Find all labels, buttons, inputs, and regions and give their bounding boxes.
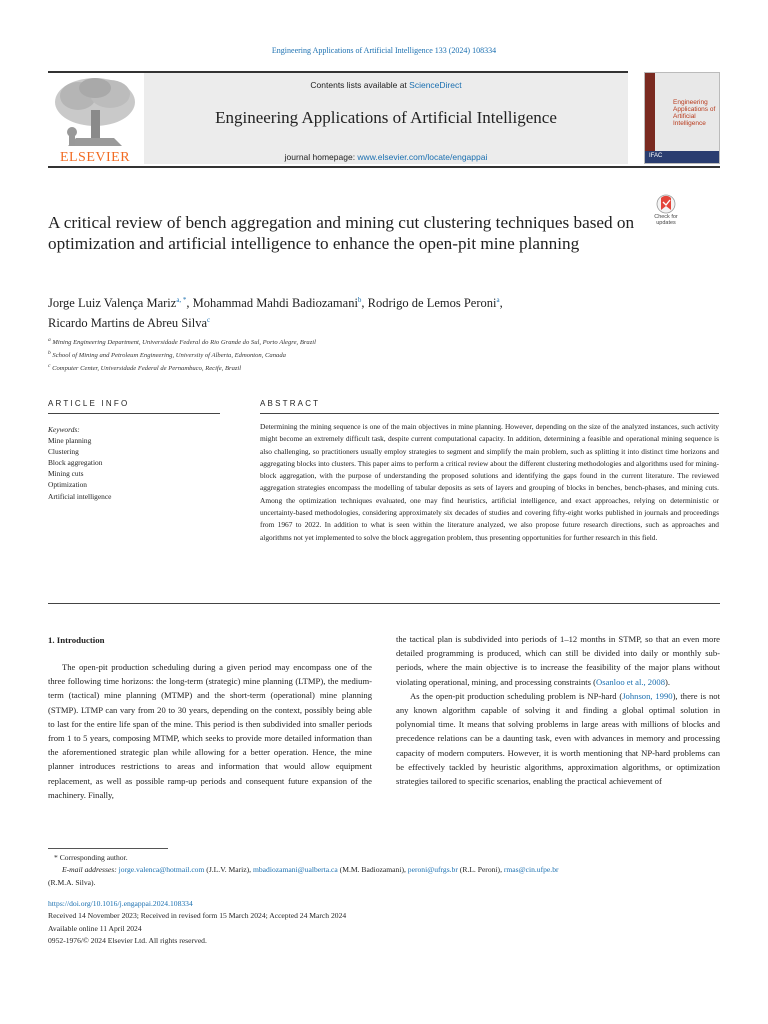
elsevier-wordmark: ELSEVIER bbox=[59, 150, 131, 165]
banner-bottom-rule bbox=[48, 166, 720, 168]
author-affiliation-marker[interactable]: a bbox=[496, 296, 500, 304]
email-link[interactable]: mbadiozamani@ualberta.ca bbox=[252, 865, 338, 875]
elsevier-tree-icon bbox=[48, 72, 142, 150]
author-line-2 bbox=[48, 312, 648, 332]
journal-info-box bbox=[144, 72, 628, 164]
keywords-label: Keywords: bbox=[48, 425, 80, 434]
keyword: Mining cuts bbox=[48, 469, 84, 479]
affiliation-text: School of Mining and Petroleum Engineering, University of Alberta, Edmonton, Canada bbox=[52, 352, 286, 360]
email-owner: (M.M. Badiozamani), bbox=[337, 865, 408, 875]
author-line-1 bbox=[48, 292, 648, 312]
keyword: Mine planning bbox=[48, 436, 92, 446]
online-date: Available online 11 April 2024 bbox=[48, 923, 142, 933]
author-name[interactable]: Ricardo Martins de Abreu Silva bbox=[48, 316, 207, 331]
abstract-heading: ABSTRACT bbox=[260, 399, 321, 408]
intro-right-column bbox=[396, 632, 720, 788]
keywords-list bbox=[48, 435, 220, 502]
contents-line: Contents lists available at ScienceDirect bbox=[310, 80, 462, 90]
intro-paragraph: As the open-pit production scheduling problem is NP-hard (Johnson, 1990), there is not any known algorithm capable of solving it and finding a global optimal solution in polynomial time. It means that solving problems in large areas with millions of blocks and precedence relations can be a daunting task, even with advances in memory and processing capacity of modern computers. However, it is worth mentioning that NP-hard problems can be effectively tackled by heuristic algorithms, approximation algorithms, or optimization strategies tailored to specific scenarios, enabling the practical achievement of bbox=[396, 690, 720, 787]
email-line: E-mail addresses: jorge.valenca@hotmail.com (J.L.V. Mariz), mbadiozamani@ualberta.ca (M.M. Badiozamani), peroni@ufrgs.br (R.L. Peroni), rmas@cin.ufpe.br bbox=[62, 865, 559, 875]
email-link[interactable]: peroni@ufrgs.br bbox=[407, 865, 458, 875]
intro-paragraph: The open-pit production scheduling during a given period may encompass one of the three following time horizons: the long-term (strategic) mine planning (LTMP), the medium-term (tactical) mine planning (MTMP) and the short-term (operational) mine planning (STMP). LTMP can vary from 20 to 30 years, depending on the context, possibly being able to last for the entire life span of the mine. This period is then subdivided into smaller periods from 1 to 5 years, composing MTMP, which seeks to provide more detailed information than the aforementioned strategic plan while allowing for a better operation. Hence, the mine planner introduces restrictions to areas and information that would allow equipment replacement, as well as possible ramp-up periods and consequent future expansion of the machinery. Finally, bbox=[48, 662, 372, 800]
intro-left-column bbox=[48, 660, 372, 802]
journal-title: Engineering Applications of Artificial Intelligence bbox=[215, 108, 557, 127]
footnote-rule bbox=[48, 848, 168, 849]
journal-cover[interactable] bbox=[644, 72, 720, 164]
publication-info bbox=[48, 898, 720, 947]
doi-link[interactable]: https://doi.org/10.1016/j.engappai.2024.108334 bbox=[48, 899, 193, 908]
abstract-text: Determining the mining sequence is one of the main objectives in mine planning. However, depending on the size of the analyzed instances, such activity might become an extremely difficult task, despite current computational capacity. In addition, determining a feasible and operational mining sequence is also challenging, so practitioners usually employ strategies to segment and simplify the main problem, such as splitting it into distinct time horizons and aggregating blocks into clusters. This paper aims to perform a critical review about the different clustering methodologies and algorithms used for mining-block aggregation, with the purpose of understanding the proposed solutions and identifying the gaps found in the current literature. The reviewed aggregation strategies encompass the modelling of tabular deposits as sets of layers and grouping of blocks in benches, bench-phases, and mining cuts. Among the optimization techniques evaluated, one may find heuristics, artificial intelligence, and exact approaches, relying on deterministic or uncertainty-based methodologies, considering approximately six decades of studies and covering fifty-eight works published in journals and proceedings from 1967 to 2022. In addition to what is seen within the literature analyzed, we also propose future research directions, such as approaches and algorithms not yet implemented to solve the block aggregation problem, thus presenting opportunities for further research in this field. bbox=[260, 422, 719, 542]
affiliation-text: Mining Engineering Department, Universidade Federal do Rio Grande do Sul, Porto Alegre, Brazil bbox=[52, 339, 316, 347]
keyword: Block aggregation bbox=[48, 458, 103, 468]
affiliation-marker: b bbox=[48, 350, 51, 357]
citation-link[interactable]: Osanloo et al., 2008 bbox=[596, 676, 665, 687]
check-updates-icon bbox=[646, 194, 686, 214]
abstract-bottom-rule bbox=[48, 603, 720, 604]
author-name[interactable]: Mohammad Mahdi Badiozamani bbox=[192, 296, 358, 311]
homepage-line: journal homepage: www.elsevier.com/locate/engappai bbox=[284, 152, 488, 162]
keywords-block bbox=[48, 424, 220, 502]
cover-spine bbox=[645, 73, 655, 163]
sciencedirect-link[interactable]: ScienceDirect bbox=[409, 80, 462, 90]
check-updates-label: Check for updates bbox=[654, 214, 678, 226]
abstract-rule bbox=[260, 413, 719, 414]
banner-top-rule bbox=[48, 71, 628, 73]
homepage-link[interactable]: www.elsevier.com/locate/engappai bbox=[357, 152, 488, 162]
footnote bbox=[48, 852, 720, 889]
intro-paragraph: the tactical plan is subdivided into periods of 1–12 months in STMP, so that an even more detailed programming is produced, which can still be divided into daily or monthly sub-periods, where the main objective is to increase the feasibility of the major plans without violating operational, mining, and processing constraints (Osanloo et al., 2008). bbox=[396, 634, 720, 687]
check-for-updates-badge[interactable] bbox=[646, 194, 686, 228]
intro-heading: 1. Introduction bbox=[48, 635, 105, 645]
received-dates: Received 14 November 2023; Received in revised form 15 March 2024; Accepted 24 March 2024 bbox=[48, 911, 347, 921]
author-affiliation-marker[interactable]: a, * bbox=[176, 296, 187, 304]
keyword: Clustering bbox=[48, 447, 79, 457]
affiliation bbox=[48, 335, 648, 348]
article-info-heading: ARTICLE INFO bbox=[48, 399, 130, 408]
email-link[interactable]: rmas@cin.ufpe.br bbox=[503, 865, 559, 875]
affiliation bbox=[48, 348, 648, 361]
affiliation-text: Computer Center, Universidade Federal de Pernambuco, Recife, Brazil bbox=[52, 365, 242, 373]
author-name[interactable]: Rodrigo de Lemos Peroni bbox=[367, 296, 497, 311]
author-separator: , bbox=[361, 296, 368, 311]
author-separator: , bbox=[186, 296, 193, 311]
cover-footer: IFAC bbox=[645, 151, 719, 163]
affiliation-marker: c bbox=[48, 363, 51, 370]
email-owner: (J.L.V. Mariz), bbox=[204, 865, 253, 875]
author-name[interactable]: Jorge Luiz Valença Mariz bbox=[48, 296, 177, 311]
article-info-rule bbox=[48, 413, 220, 414]
author-list bbox=[48, 292, 648, 332]
keyword: Optimization bbox=[48, 480, 87, 490]
keyword: Artificial intelligence bbox=[48, 491, 112, 501]
cover-title: Engineering Applications of Artificial Intelligence bbox=[673, 99, 716, 127]
journal-citation[interactable]: Engineering Applications of Artificial Intelligence 133 (2024) 108334 bbox=[271, 46, 497, 55]
affiliation-list bbox=[48, 335, 648, 375]
author-affiliation-marker[interactable]: c bbox=[207, 316, 211, 325]
journal-banner bbox=[48, 72, 628, 164]
corresponding-note: * Corresponding author. bbox=[54, 853, 128, 862]
email-line-end: (R.M.A. Silva). bbox=[48, 877, 96, 887]
citation-link[interactable]: Johnson, 1990 bbox=[622, 690, 673, 701]
author-separator: , bbox=[499, 296, 503, 311]
affiliation-marker: a bbox=[48, 337, 51, 343]
author-affiliation-marker[interactable]: b bbox=[357, 296, 362, 304]
email-owner: (R.L. Peroni), bbox=[457, 865, 504, 875]
affiliation bbox=[48, 361, 648, 374]
copyright: 0952-1976/© 2024 Elsevier Ltd. All rights reserved. bbox=[48, 935, 207, 945]
elsevier-logo[interactable] bbox=[48, 72, 142, 164]
article-title: A critical review of bench aggregation and mining cut clustering techniques based on optimization and artificial intelligence to enhance the open-pit mine planning bbox=[48, 213, 635, 253]
email-link[interactable]: jorge.valenca@hotmail.com bbox=[118, 865, 205, 875]
